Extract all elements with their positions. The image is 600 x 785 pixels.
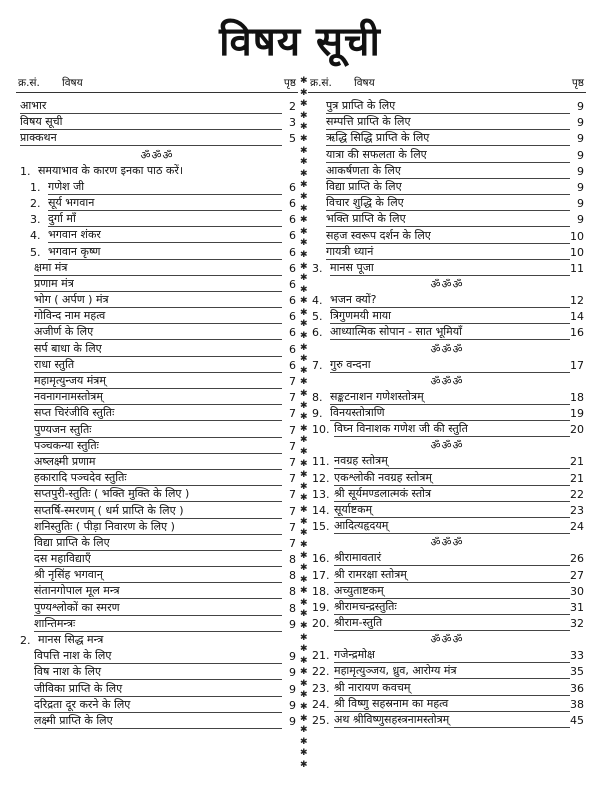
- entry-title: विचार शुद्धि के लिए: [326, 196, 570, 211]
- entry-title: विद्या प्राप्ति के लिए: [34, 536, 282, 551]
- entry-title: जीविका प्राप्ति के लिए: [34, 682, 282, 697]
- toc-entry[interactable]: [308, 551, 586, 567]
- entry-title: मानस पूजा: [330, 261, 570, 276]
- entry-page-number: 7: [289, 504, 296, 518]
- entry-page-number: 7: [289, 391, 296, 405]
- toc-entry[interactable]: [308, 325, 586, 341]
- entry-title: प्राक्कथन: [20, 131, 282, 146]
- toc-entry[interactable]: [308, 196, 586, 212]
- entry-page-number: 7: [289, 488, 296, 502]
- entry-title: आदित्यहृदयम्: [334, 519, 570, 534]
- entry-title: महामृत्युन्जय मंत्रम्: [34, 374, 282, 389]
- entry-page-number: 31: [570, 600, 584, 614]
- entry-title: सूर्य भगवान: [48, 196, 282, 211]
- entry-page-number: 11: [570, 261, 584, 275]
- toc-entry[interactable]: [16, 115, 298, 131]
- entry-title: दरिद्रता दूर करने के लिए: [34, 698, 282, 713]
- entry-title: महामृत्युञ्जय, ध्रुव, आरोग्य मंत्र: [334, 664, 570, 679]
- entry-page-number: 7: [289, 455, 296, 469]
- entry-title: त्रिगुणमयी माया: [330, 309, 570, 324]
- entry-page-number: 12: [570, 294, 584, 308]
- entry-title: अजीर्ण के लिए: [34, 325, 282, 340]
- entry-page-number: 7: [289, 375, 296, 388]
- entry-number: 5.: [312, 310, 323, 324]
- header-serial: क्र.सं.: [18, 77, 40, 89]
- entry-page-number: 21: [570, 471, 584, 485]
- toc-entry[interactable]: [16, 487, 298, 503]
- entry-page-number: 33: [570, 649, 584, 663]
- toc-entry[interactable]: [16, 455, 298, 471]
- entry-number: 24.: [312, 697, 330, 711]
- entry-title: भगवान कृष्ण: [48, 245, 282, 260]
- toc-entry[interactable]: [16, 601, 298, 617]
- entry-page-number: 9: [577, 213, 584, 227]
- entry-title: भजन क्यों?: [330, 293, 570, 308]
- header-subject: विषय: [62, 77, 83, 89]
- entry-page-number: 9: [289, 682, 296, 696]
- entry-page-number: 7: [289, 407, 296, 421]
- entry-number: 25.: [312, 714, 330, 727]
- toc-entry[interactable]: [308, 115, 586, 131]
- entry-page-number: 9: [577, 100, 584, 113]
- entry-page-number: 9: [577, 116, 584, 130]
- entry-title: शनिस्तुतिः ( पीड़ा निवारण के लिए ): [34, 520, 282, 535]
- entry-page-number: 7: [289, 423, 296, 437]
- entry-page-number: 26: [570, 552, 584, 566]
- toc-entry[interactable]: [308, 471, 586, 487]
- entry-title: अथ श्रीविष्णुसहस्त्रनामस्तोत्रम्: [334, 713, 570, 728]
- entry-page-number: 6: [289, 196, 296, 210]
- entry-number: 16.: [312, 552, 330, 566]
- entry-title: नवग्रह स्तोत्रम्: [334, 454, 570, 469]
- entry-page-number: 9: [289, 650, 296, 664]
- entry-title: श्री रामरक्षा स्तोत्रम्: [334, 568, 570, 583]
- toc-entry[interactable]: [308, 600, 586, 616]
- entry-number: 22.: [312, 665, 330, 679]
- entry-page-number: 9: [577, 164, 584, 178]
- entry-page-number: 8: [289, 601, 296, 615]
- toc-entry[interactable]: [16, 439, 298, 455]
- entry-page-number: 8: [289, 553, 296, 567]
- toc-entry[interactable]: [16, 665, 298, 681]
- toc-entry[interactable]: [308, 584, 586, 600]
- section-ornament: ॐॐॐ: [140, 148, 174, 162]
- section-ornament: ॐॐॐ: [430, 633, 464, 647]
- toc-entry[interactable]: [308, 245, 586, 261]
- entry-number: 21.: [312, 649, 330, 663]
- toc-entry[interactable]: [308, 212, 586, 228]
- entry-number: 17.: [312, 568, 330, 582]
- entry-title: सूर्याष्टकम्: [334, 503, 570, 518]
- entry-number: 2.: [30, 196, 41, 210]
- toc-entry[interactable]: [16, 504, 298, 520]
- column-divider-ornament: ✱ ✱ ✱ ✱ ✱ ✱ ✱ ✱ ✱ ✱ ✱ ✱ ✱ ✱ ✱ ✱ ✱ ✱ ✱ ✱ ✱ ✱ ✱ ✱ ✱ ✱ ✱ ✱ ✱ ✱ ✱ ✱ ✱ ✱ ✱ ✱ ✱ ✱ ✱ ✱ ✱ ✱ ✱ ✱ ✱ ✱ ✱ ✱ ✱ ✱ ✱ ✱ ✱ ✱ ✱ ✱ ✱ ✱ ✱ ✱: [300, 76, 308, 771]
- entry-number: 19.: [312, 600, 330, 614]
- entry-page-number: 21: [570, 455, 584, 469]
- toc-entry[interactable]: [16, 358, 298, 374]
- entry-title: सङ्कटनाशन गणेशस्तोत्रम्: [330, 390, 570, 405]
- entry-title: राधा स्तुति: [34, 358, 282, 373]
- entry-page-number: 3: [289, 116, 296, 130]
- header-page: पृष्ठ: [571, 77, 584, 89]
- section-ornament: ॐॐॐ: [430, 342, 464, 356]
- entry-page-number: 9: [289, 617, 296, 631]
- entry-page-number: 9: [577, 197, 584, 211]
- entry-page-number: 6: [289, 342, 296, 356]
- entry-title: श्री नृसिंह भगवान्: [34, 568, 282, 583]
- entry-title: शान्तिमन्त्रः: [34, 617, 282, 632]
- entry-title: नवनागनामस्तोत्रम्: [34, 390, 282, 405]
- entry-page-number: 36: [570, 681, 584, 695]
- section-ornament: ॐॐॐ: [430, 439, 464, 453]
- entry-page-number: 9: [577, 180, 584, 194]
- toc-entry[interactable]: [16, 309, 298, 325]
- entry-number: 1.: [30, 180, 41, 194]
- toc-entry[interactable]: [308, 648, 586, 664]
- toc-entry[interactable]: [16, 212, 298, 228]
- section-ornament: ॐॐॐ: [430, 536, 464, 550]
- entry-number: 3.: [312, 261, 323, 275]
- entry-page-number: 23: [570, 503, 584, 517]
- toc-entry[interactable]: [16, 180, 298, 196]
- toc-entry[interactable]: [308, 616, 586, 632]
- toc-right-list: [308, 99, 586, 729]
- entry-number: 2.: [20, 634, 31, 647]
- toc-entry[interactable]: [16, 471, 298, 487]
- toc-header: [308, 74, 586, 93]
- entry-number: 9.: [312, 407, 323, 420]
- toc-entry[interactable]: [308, 164, 586, 180]
- entry-title: श्री नारायण कवचम्: [334, 681, 570, 696]
- entry-title: दस महाविद्याएँ: [34, 552, 282, 567]
- entry-page-number: 10: [570, 245, 584, 259]
- entry-number: 12.: [312, 471, 330, 485]
- toc-entry[interactable]: [16, 698, 298, 714]
- entry-title: प्रणाम मंत्र: [34, 277, 282, 292]
- entry-page-number: 17: [570, 358, 584, 372]
- entry-number: 8.: [312, 390, 323, 404]
- entry-number: 14.: [312, 503, 330, 517]
- entry-title: भक्ति प्राप्ति के लिए: [326, 212, 570, 227]
- toc-entry[interactable]: [16, 325, 298, 341]
- entry-title: भगवान शंकर: [48, 228, 282, 243]
- toc-entry[interactable]: [308, 99, 586, 115]
- entry-number: 18.: [312, 584, 330, 598]
- entry-title: श्रीरामावतारं: [334, 551, 570, 566]
- entry-page-number: 18: [570, 390, 584, 404]
- entry-page-number: 5: [289, 132, 296, 146]
- entry-number: 11.: [312, 455, 330, 469]
- entry-title: गोविन्द नाम महत्व: [34, 309, 282, 324]
- toc-entry[interactable]: [308, 390, 586, 406]
- toc-entry[interactable]: [308, 358, 586, 374]
- entry-number: 5.: [30, 245, 41, 259]
- entry-title: श्री विष्णु सहस्रनाम का महत्व: [334, 697, 570, 712]
- entry-page-number: 7: [289, 520, 296, 534]
- entry-title: विद्या प्राप्ति के लिए: [326, 180, 570, 195]
- toc-entry[interactable]: [16, 617, 298, 633]
- header-page: पृष्ठ: [283, 77, 296, 89]
- toc-entry[interactable]: [16, 649, 298, 665]
- entry-page-number: 7: [289, 472, 296, 486]
- entry-page-number: 6: [289, 213, 296, 227]
- entry-title: संतानगोपाल मूल मन्त्र: [34, 584, 282, 599]
- entry-page-number: 7: [289, 536, 296, 550]
- entry-page-number: 9: [289, 666, 296, 680]
- toc-entry[interactable]: [16, 568, 298, 584]
- entry-title: हकारादि पञ्चदेव स्तुतिः: [34, 471, 282, 486]
- entry-page-number: 6: [289, 358, 296, 372]
- toc-entry[interactable]: [308, 422, 586, 438]
- toc-entry[interactable]: [308, 503, 586, 519]
- entry-number: 23.: [312, 681, 330, 695]
- entry-page-number: 10: [570, 229, 584, 243]
- toc-entry[interactable]: [308, 148, 586, 164]
- toc-entry[interactable]: [16, 682, 298, 698]
- entry-page-number: 22: [570, 487, 584, 501]
- entry-page-number: 6: [289, 310, 296, 324]
- entry-page-number: 45: [570, 714, 584, 727]
- toc-entry[interactable]: [308, 261, 586, 277]
- entry-title: आकर्षणता के लिए: [326, 164, 570, 179]
- entry-title: दुर्गा माँ: [48, 212, 282, 227]
- toc-entry[interactable]: [308, 309, 586, 325]
- entry-title: गणेश जी: [48, 180, 282, 195]
- toc-entry[interactable]: [308, 180, 586, 196]
- toc-header: [16, 74, 298, 93]
- entry-page-number: 32: [570, 617, 584, 631]
- entry-number: 15.: [312, 520, 330, 534]
- toc-entry[interactable]: [16, 164, 298, 180]
- entry-title: विनयस्तोत्राणि: [330, 406, 570, 421]
- entry-title: एकश्लोकी नवग्रह स्तोत्रम्: [334, 471, 570, 486]
- entry-page-number: 9: [577, 132, 584, 146]
- toc-entry[interactable]: [308, 293, 586, 309]
- entry-title: आभार: [20, 99, 282, 114]
- toc-entry[interactable]: [16, 552, 298, 568]
- toc-right-column: [308, 74, 586, 729]
- entry-page-number: 9: [577, 148, 584, 162]
- entry-number: 6.: [312, 326, 323, 340]
- entry-title: पञ्चकन्या स्तुतिः: [34, 439, 282, 454]
- entry-page-number: 6: [289, 326, 296, 340]
- entry-page-number: 6: [289, 229, 296, 243]
- toc-entry[interactable]: [308, 697, 586, 713]
- toc-entry[interactable]: [16, 390, 298, 406]
- section-ornament: ॐॐॐ: [430, 278, 464, 292]
- entry-page-number: 38: [570, 697, 584, 711]
- entry-title: सर्प बाधा के लिए: [34, 342, 282, 357]
- toc-entry[interactable]: [16, 406, 298, 422]
- toc-entry[interactable]: [16, 374, 298, 390]
- entry-title: सहज स्वरूप दर्शन के लिए: [326, 229, 570, 244]
- entry-number: 4.: [312, 294, 323, 308]
- toc-entry[interactable]: [308, 406, 586, 422]
- entry-title: सम्पत्ति प्राप्ति के लिए: [326, 115, 570, 130]
- toc-entry[interactable]: [16, 228, 298, 244]
- section-ornament: ॐॐॐ: [430, 374, 464, 388]
- entry-number: 20.: [312, 617, 330, 631]
- entry-title: पुण्यजन स्तुतिः: [34, 423, 282, 438]
- toc-entry[interactable]: [16, 99, 298, 115]
- toc-entry[interactable]: [16, 520, 298, 536]
- entry-page-number: 6: [289, 294, 296, 308]
- entry-title: पुण्यश्लोकों का स्मरण: [34, 601, 282, 616]
- entry-title: सप्तर्षि-स्मरणम् ( धर्म प्राप्ति के लिए ): [34, 504, 282, 519]
- entry-page-number: 30: [570, 584, 584, 598]
- header-serial: क्र.सं.: [310, 77, 332, 89]
- toc-entry[interactable]: [16, 277, 298, 293]
- toc-entry[interactable]: [16, 342, 298, 358]
- entry-number: 1.: [20, 164, 31, 178]
- toc-entry[interactable]: [16, 261, 298, 277]
- entry-page-number: 6: [289, 261, 296, 275]
- toc-entry[interactable]: [308, 519, 586, 535]
- entry-title: अच्युताष्टकम्: [334, 584, 570, 599]
- entry-page-number: 6: [289, 180, 296, 194]
- entry-title: क्षमा मंत्र: [34, 261, 282, 276]
- entry-page-number: 16: [570, 326, 584, 340]
- toc-entry[interactable]: [308, 454, 586, 470]
- entry-page-number: 14: [570, 310, 584, 324]
- toc-entry[interactable]: [16, 196, 298, 212]
- entry-page-number: 2: [289, 100, 296, 113]
- entry-title: श्री सूर्यमण्डलात्मकं स्तोत्र: [334, 487, 570, 502]
- entry-title: विषय सूची: [20, 115, 282, 130]
- entry-page-number: 19: [570, 407, 584, 420]
- entry-title: गजेन्द्रमोक्ष: [334, 648, 570, 663]
- entry-page-number: 24: [570, 520, 584, 534]
- toc-entry[interactable]: [308, 229, 586, 245]
- header-subject: विषय: [354, 77, 375, 89]
- entry-title: यात्रा की सफलता के लिए: [326, 148, 570, 163]
- toc-entry[interactable]: [16, 536, 298, 552]
- entry-title: गायत्री ध्यानं: [326, 245, 570, 260]
- toc-entry[interactable]: [308, 713, 586, 729]
- toc-entry[interactable]: [16, 714, 298, 730]
- entry-title: सप्तपुरी-स्तुतिः ( भक्ति मुक्ति के लिए ): [34, 487, 282, 502]
- entry-page-number: 7: [289, 439, 296, 453]
- toc-entry[interactable]: [16, 633, 298, 649]
- entry-title: विष नाश के लिए: [34, 665, 282, 680]
- entry-page-number: 20: [570, 423, 584, 437]
- entry-number: 7.: [312, 358, 323, 372]
- entry-page-number: 9: [289, 714, 296, 728]
- toc-left-column: [16, 74, 298, 730]
- entry-title: आध्यात्मिक सोपान - सात भूमियाँ: [330, 325, 570, 340]
- entry-title: श्रीराम-स्तुति: [334, 616, 570, 631]
- page-title: विषय सूची: [219, 19, 381, 65]
- entry-title: अष्लक्ष्मी प्रणाम: [34, 455, 282, 470]
- entry-title: विपत्ति नाश के लिए: [34, 649, 282, 664]
- entry-title: विघ्न विनाशक गणेश जी की स्तुति: [334, 422, 570, 437]
- entry-number: 10.: [312, 423, 330, 437]
- entry-number: 13.: [312, 487, 330, 501]
- toc-entry[interactable]: [308, 568, 586, 584]
- entry-title: पुत्र प्राप्ति के लिए: [326, 99, 570, 114]
- entry-title: श्रीरामचन्द्रस्तुतिः: [334, 600, 570, 615]
- entry-number: 4.: [30, 229, 41, 243]
- toc-entry[interactable]: [308, 487, 586, 503]
- entry-title: लक्ष्मी प्राप्ति के लिए: [34, 714, 282, 729]
- entry-page-number: 6: [289, 245, 296, 259]
- toc-entry[interactable]: [16, 293, 298, 309]
- entry-page-number: 6: [289, 277, 296, 291]
- entry-title: गुरु वन्दना: [330, 358, 570, 373]
- entry-title: समयाभाव के कारण इनका पाठ करें।: [38, 163, 184, 177]
- entry-page-number: 8: [289, 569, 296, 583]
- toc-entry[interactable]: [308, 664, 586, 680]
- entry-page-number: 8: [289, 585, 296, 599]
- toc-entry[interactable]: [308, 131, 586, 147]
- entry-title: भोग ( अर्पण ) मंत्र: [34, 293, 282, 308]
- entry-title: ऋद्धि सिद्धि प्राप्ति के लिए: [326, 131, 570, 146]
- toc-entry[interactable]: [16, 131, 298, 147]
- toc-entry[interactable]: [308, 681, 586, 697]
- entry-page-number: 35: [570, 665, 584, 679]
- entry-page-number: 9: [289, 698, 296, 712]
- toc-left-list: [16, 99, 298, 730]
- entry-title: मानस सिद्ध मन्त्र: [38, 633, 104, 646]
- toc-entry[interactable]: [16, 245, 298, 261]
- entry-title: सप्त चिरंजीवि स्तुतिः: [34, 406, 282, 421]
- toc-entry[interactable]: [16, 584, 298, 600]
- entry-number: 3.: [30, 213, 41, 227]
- entry-page-number: 27: [570, 568, 584, 582]
- toc-entry[interactable]: [16, 423, 298, 439]
